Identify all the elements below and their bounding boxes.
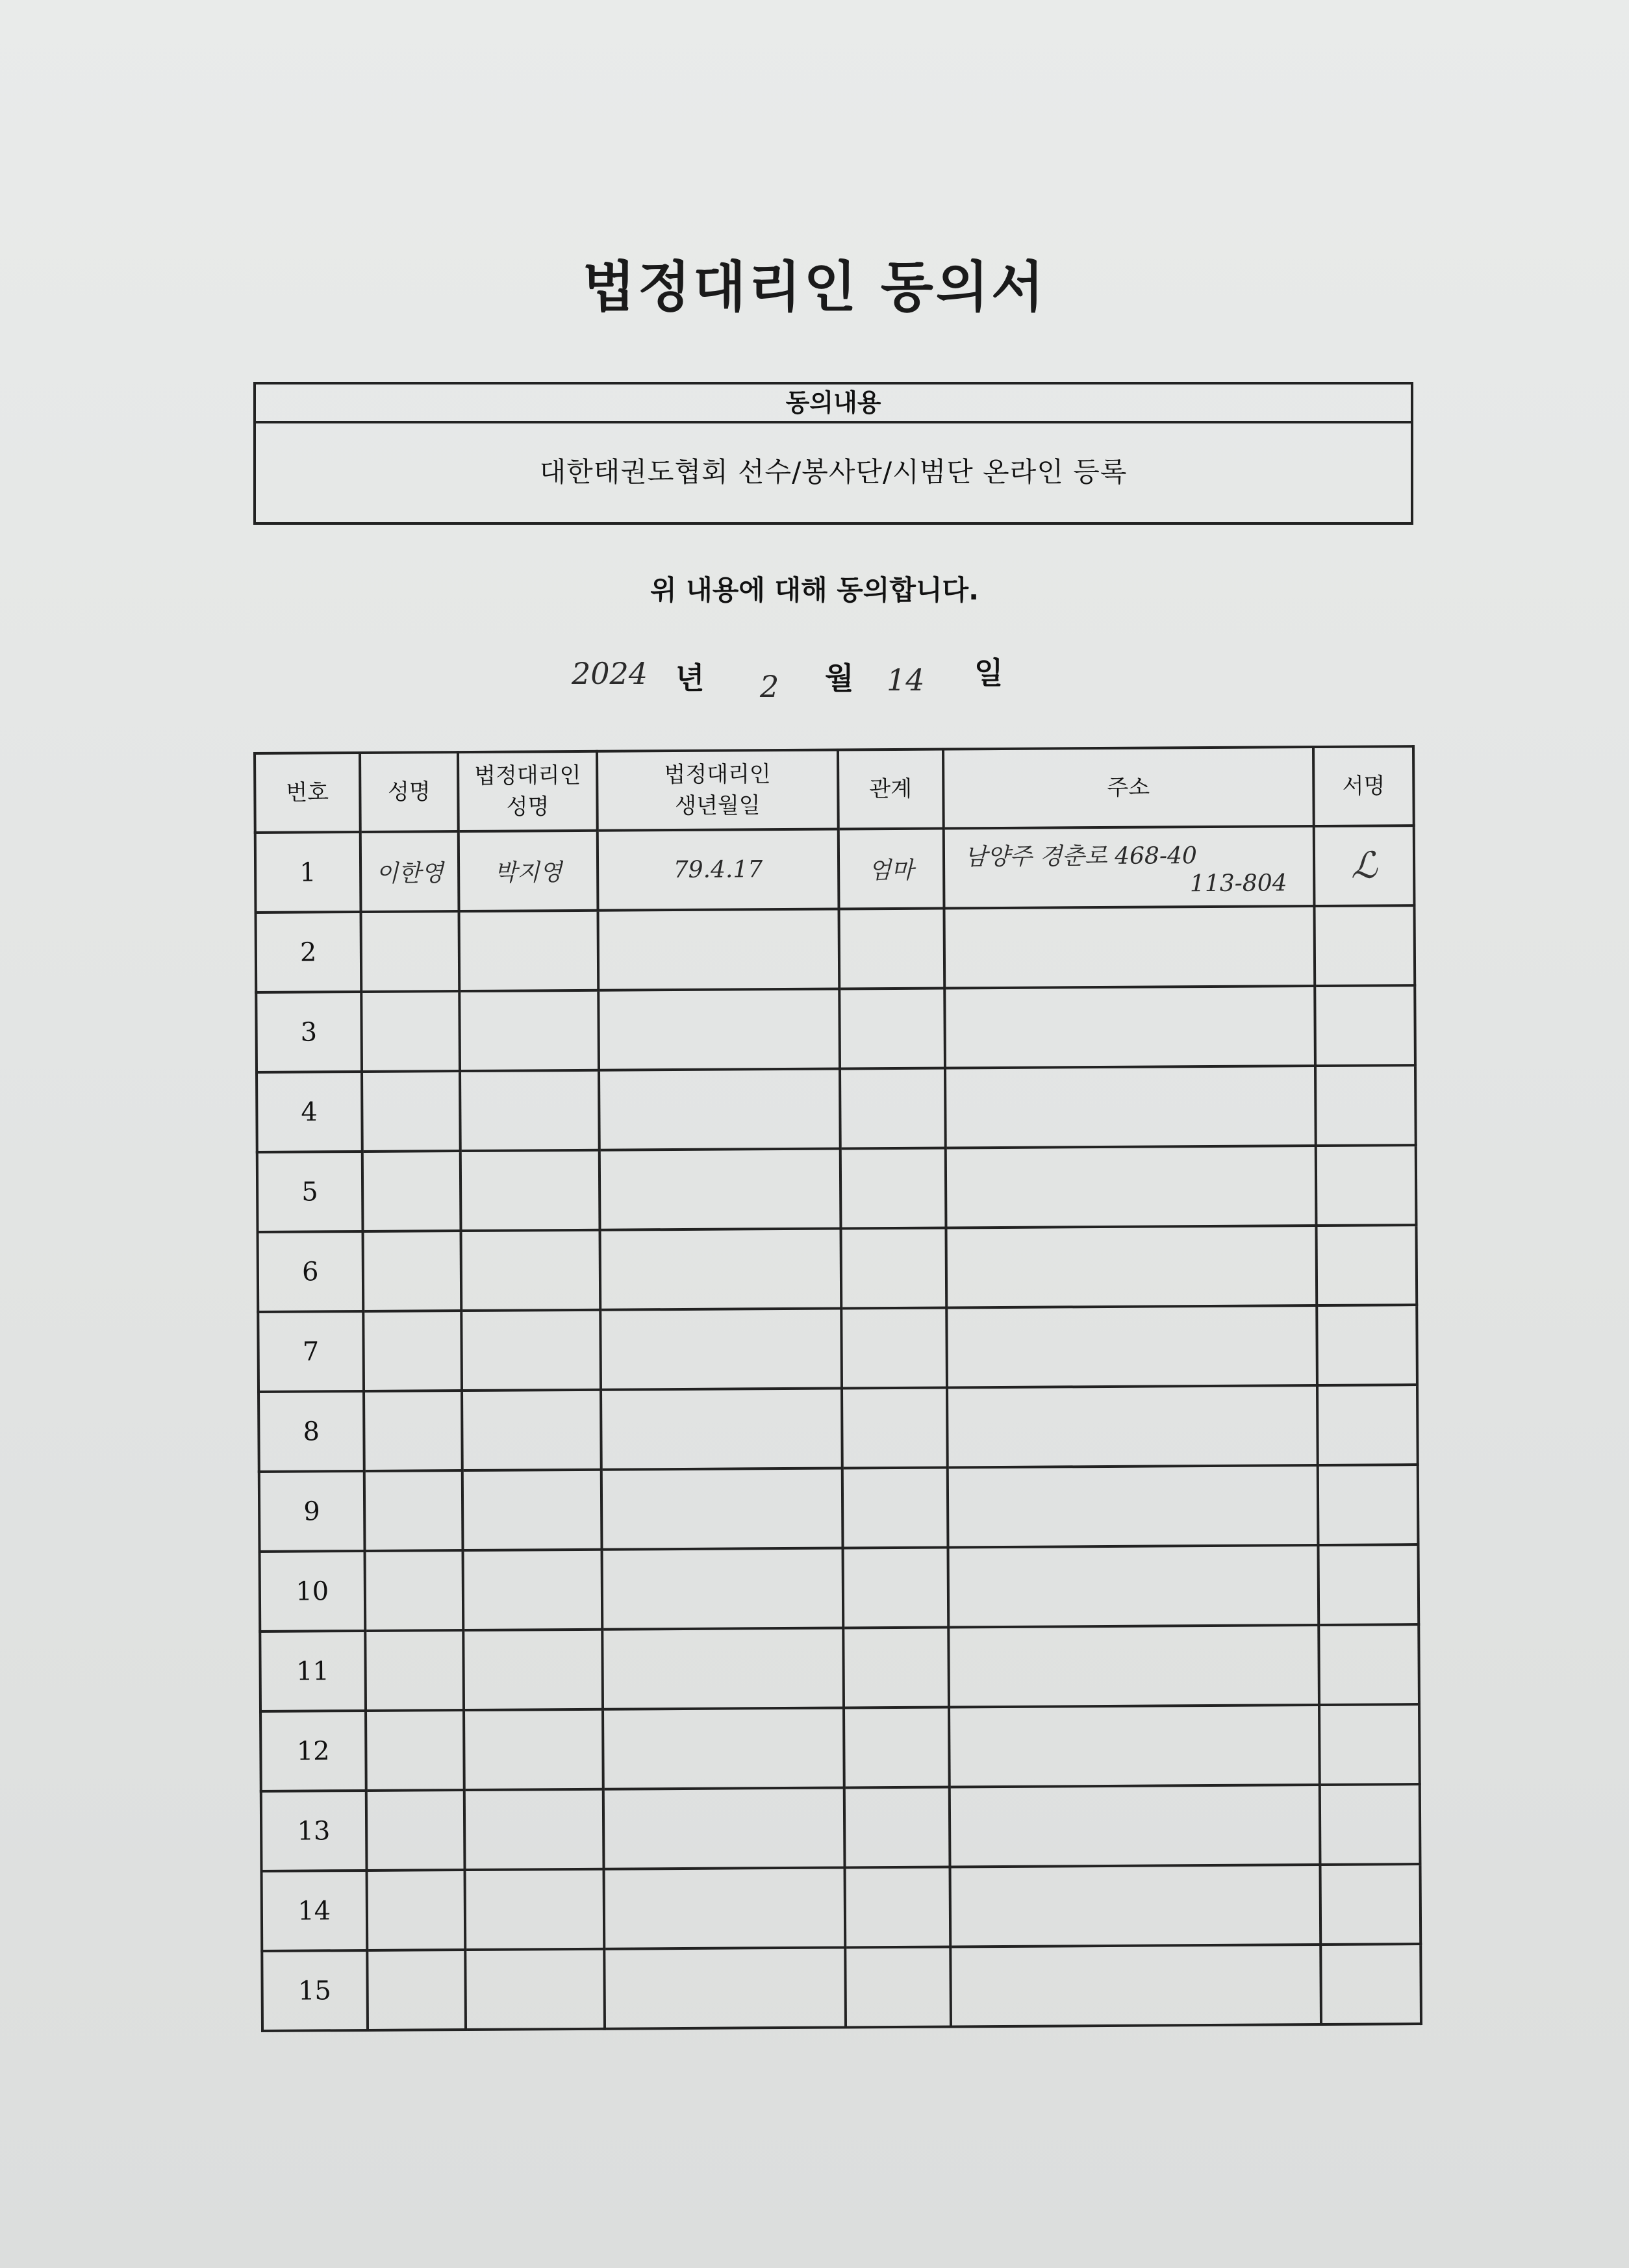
date-day-unit: 일 [974, 655, 1004, 690]
table-row [262, 1944, 1421, 2031]
relation [839, 909, 944, 989]
participant-name [367, 1950, 466, 2030]
table-row [260, 1624, 1419, 1711]
address [948, 1625, 1319, 1707]
row-number: 11 [260, 1631, 365, 1711]
date-year: 2024 [572, 656, 648, 691]
guardian-name [463, 1550, 602, 1630]
row-number: 7 [258, 1311, 363, 1392]
address [945, 1146, 1316, 1228]
participant-name [364, 1391, 462, 1471]
participant-name [364, 1550, 463, 1631]
participant-name [360, 911, 459, 992]
signature [1319, 1624, 1419, 1705]
header-address: 주소 [943, 747, 1314, 828]
consent-content: 대한태권도협회 선수/봉사단/시범단 온라인 등록 [539, 456, 1128, 488]
guardian-name [464, 1789, 603, 1870]
relation [842, 1467, 948, 1548]
guardian-birthdate [602, 1628, 844, 1709]
guardian-name [460, 990, 599, 1071]
guardian-birthdate [599, 1068, 840, 1150]
row-number: 3 [256, 992, 361, 1072]
relation: 엄마 [839, 829, 944, 909]
guardian-birthdate [601, 1468, 842, 1549]
row-number: 8 [259, 1391, 364, 1472]
address [944, 906, 1315, 988]
guardian-birthdate [599, 1148, 840, 1229]
relation [843, 1627, 948, 1707]
header-relation: 관계 [838, 750, 943, 829]
row-number: 10 [260, 1551, 365, 1632]
guardian-birthdate [600, 1228, 841, 1309]
address-line1: 남양주 경춘로 468-40 [964, 842, 1197, 870]
date-line [565, 649, 1085, 708]
address [949, 1785, 1320, 1867]
participant-name [365, 1630, 464, 1711]
row-number: 13 [261, 1791, 366, 1871]
participant-name [362, 1071, 461, 1152]
relation [842, 1387, 947, 1468]
table-row [256, 905, 1415, 992]
table-row [258, 1225, 1417, 1312]
guardian-name [461, 1150, 600, 1231]
table-row [261, 1784, 1421, 1871]
guardian-table [253, 745, 1422, 2032]
participant-name [366, 1710, 464, 1791]
participant-name [362, 1151, 461, 1231]
signature [1317, 1305, 1417, 1385]
guardian-birthdate [601, 1548, 843, 1629]
relation [844, 1707, 949, 1787]
guardian-birthdate [601, 1388, 842, 1469]
table-row [255, 825, 1415, 913]
row-number: 4 [257, 1072, 362, 1152]
address [946, 1226, 1317, 1307]
guardian-name [466, 1949, 605, 2030]
participant-name [362, 1231, 461, 1311]
signature [1319, 1544, 1419, 1625]
table-row [258, 1305, 1417, 1392]
header-guardian-birth-line2: 생년월일 [675, 792, 761, 820]
guardian-birthdate [603, 1867, 845, 1948]
address [950, 1945, 1321, 2026]
header-guardian-name-line1: 법정대리인 [474, 762, 581, 789]
table-row [259, 1465, 1419, 1552]
relation [839, 989, 944, 1069]
participant-name [364, 1470, 462, 1551]
signature [1320, 1864, 1421, 1945]
address [947, 1465, 1318, 1547]
guardian-birthdate [598, 989, 840, 1070]
row-number: 2 [256, 912, 361, 992]
address [948, 1545, 1319, 1627]
header-guardian-birth-line1: 법정대리인 [664, 761, 771, 788]
signature [1317, 1225, 1417, 1305]
signature [1317, 1385, 1417, 1465]
guardian-name [465, 1869, 604, 1950]
header-guardian-birth [597, 750, 839, 831]
guardian-name [462, 1310, 601, 1391]
address [950, 1865, 1320, 1947]
address [945, 1066, 1316, 1148]
relation [840, 1228, 946, 1309]
relation [844, 1787, 950, 1867]
signature [1315, 1065, 1415, 1146]
signature [1321, 1944, 1421, 2024]
signature [1314, 825, 1414, 906]
address [949, 1705, 1320, 1787]
participant-name [366, 1870, 465, 1950]
guardian-birthdate [603, 1707, 844, 1789]
relation [841, 1307, 946, 1388]
guardian-name [459, 911, 598, 991]
guardian-name [461, 1230, 600, 1311]
row-number: 1 [255, 832, 360, 913]
header-name: 성명 [360, 752, 459, 832]
consent-header: 동의내용 [256, 384, 1411, 423]
signature [1315, 985, 1415, 1066]
date-year-unit: 년 [676, 661, 705, 696]
row-number: 6 [258, 1231, 363, 1312]
guardian-birthdate: 79.4.17 [597, 829, 839, 910]
address-line2: 113-804 [1189, 869, 1287, 897]
participant-name: 이한영 [360, 831, 459, 912]
row-number: 14 [262, 1871, 367, 1951]
table-row [257, 1065, 1416, 1152]
address [943, 826, 1314, 908]
row-number: 5 [257, 1152, 362, 1232]
address [947, 1385, 1318, 1467]
address [946, 1305, 1317, 1387]
header-no: 번호 [255, 753, 360, 833]
row-number: 15 [262, 1950, 367, 2031]
guardian-name [460, 1070, 599, 1151]
header-signature: 서명 [1313, 746, 1413, 826]
guardian-name [464, 1630, 603, 1710]
handwritten-signature: ℒ [1350, 844, 1378, 887]
header-guardian-name-line2: 성명 [506, 794, 549, 820]
header-guardian-name [458, 751, 597, 831]
relation [840, 1148, 946, 1229]
signature [1315, 905, 1415, 986]
guardian-name [464, 1709, 603, 1790]
table-header-row [255, 746, 1414, 833]
relation [843, 1547, 948, 1628]
participant-name [366, 1790, 464, 1871]
table-row [257, 1145, 1417, 1232]
guardian-birthdate [603, 1787, 844, 1869]
participant-name [363, 1311, 462, 1391]
table-row [256, 985, 1415, 1072]
relation [840, 1068, 945, 1149]
table-row [260, 1704, 1420, 1791]
row-number: 9 [259, 1471, 364, 1552]
row-number: 12 [260, 1711, 366, 1791]
relation [845, 1947, 950, 2027]
date-month: 2 [760, 669, 779, 704]
signature [1316, 1145, 1416, 1226]
table-row [260, 1544, 1419, 1632]
agree-statement: 위 내용에 대해 동의합니다. [650, 574, 979, 606]
date-month-unit: 월 [825, 661, 854, 696]
table-row [259, 1385, 1418, 1472]
page-title: 법정대리인 동의서 [582, 255, 1047, 319]
signature [1320, 1784, 1420, 1865]
guardian-birthdate [598, 909, 839, 990]
guardian-name: 박지영 [459, 831, 598, 911]
consent-box [253, 382, 1413, 525]
table-row [262, 1864, 1421, 1951]
guardian-name [462, 1390, 601, 1470]
guardian-birthdate [604, 1947, 846, 2028]
date-day: 14 [887, 662, 925, 698]
guardian-birthdate [600, 1308, 842, 1389]
guardian-name [462, 1470, 601, 1550]
relation [845, 1867, 950, 1947]
signature [1319, 1704, 1419, 1785]
participant-name [361, 991, 460, 1072]
address [944, 986, 1315, 1068]
signature [1318, 1465, 1418, 1545]
